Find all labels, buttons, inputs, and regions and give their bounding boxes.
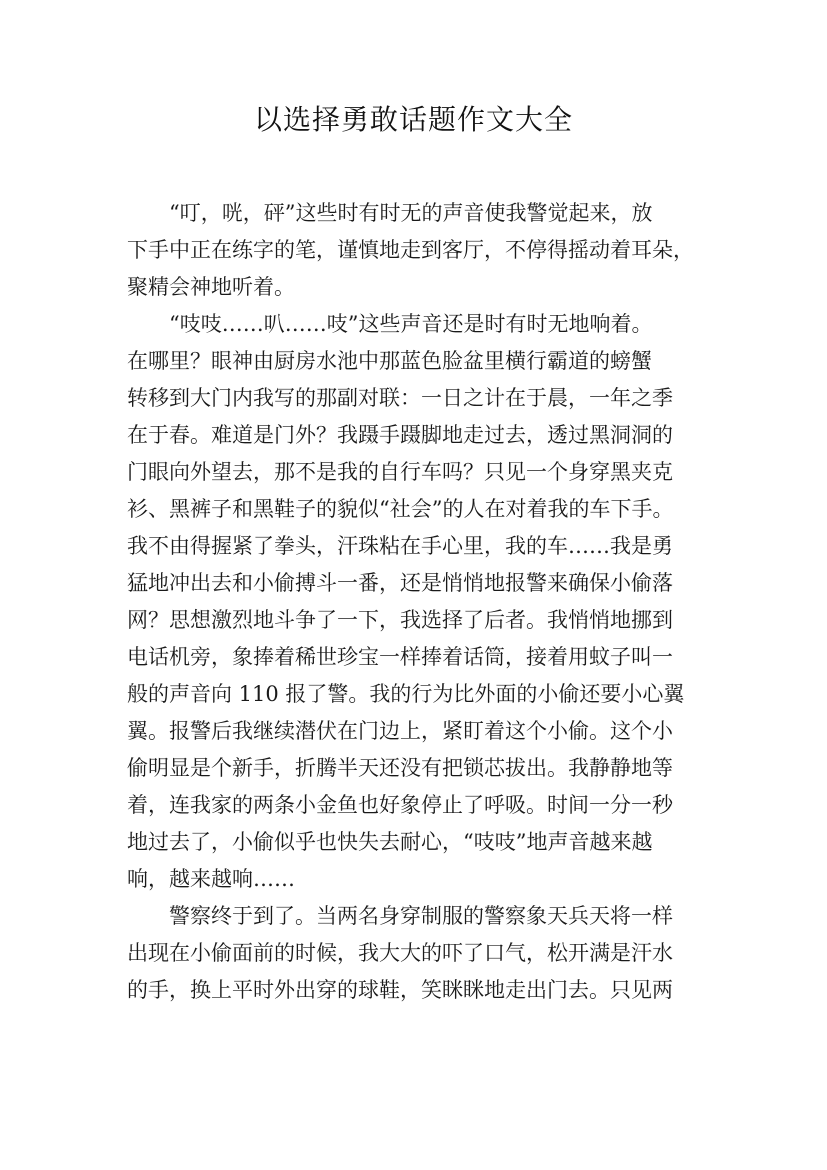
text-line: 门眼向外望去，那不是我的自行车吗？只见一个身穿黑夹克: [127, 460, 673, 484]
text-line: 出现在小偷面前的时候，我大大的吓了口气，松开满是汗水: [127, 941, 673, 965]
text-line: 偷明显是个新手，折腾半天还没有把锁芯拔出。我静静地等: [127, 756, 673, 780]
text-line: 电话机旁，象捧着稀世珍宝一样捧着话筒，接着用蚊子叫一: [127, 645, 673, 669]
text-line: 我不由得握紧了拳头，汗珠粘在手心里，我的车……我是勇: [127, 534, 673, 558]
text-line: “叮，咣，砰”这些时有时无的声音使我警觉起来，放: [127, 201, 653, 225]
text-line: 翼。报警后我继续潜伏在门边上，紧盯着这个小偷。这个小: [127, 719, 673, 743]
text-line: 着，连我家的两条小金鱼也好象停止了呼吸。时间一分一秒: [127, 793, 673, 817]
text-line: 警察终于到了。当两名身穿制服的警察象天兵天将一样: [127, 904, 673, 928]
text-line: 转移到大门内我写的那副对联：一日之计在于晨，一年之季: [127, 386, 673, 410]
text-line: 般的声音向 110 报了警。我的行为比外面的小偷还要小心翼: [127, 682, 685, 706]
text-line: “吱吱……叭……吱”这些声音还是时有时无地响着。: [127, 312, 653, 336]
text-line: 猛地冲出去和小偷搏斗一番，还是悄悄地报警来确保小偷落: [127, 571, 673, 595]
text-line: 聚精会神地听着。: [127, 275, 295, 299]
text-line: 衫、黑裤子和黑鞋子的貌似“社会”的人在对着我的车下手。: [127, 497, 674, 521]
text-line: 的手，换上平时外出穿的球鞋，笑眯眯地走出门去。只见两: [127, 978, 673, 1002]
text-line: 下手中正在练字的笔，谨慎地走到客厅，不停得摇动着耳朵，: [127, 238, 694, 262]
text-line: 响，越来越响……: [127, 867, 295, 891]
text-line: 网？思想激烈地斗争了一下，我选择了后者。我悄悄地挪到: [127, 608, 673, 632]
document-title: 以选择勇敢话题作文大全: [253, 103, 573, 136]
text-line: 在哪里？眼神由厨房水池中那蓝色脸盆里横行霸道的螃蟹: [127, 349, 652, 373]
text-line: 地过去了，小偷似乎也快失去耐心，“吱吱”地声音越来越: [127, 830, 653, 854]
text-line: 在于春。难道是门外？我蹑手蹑脚地走过去，透过黑洞洞的: [127, 423, 673, 447]
